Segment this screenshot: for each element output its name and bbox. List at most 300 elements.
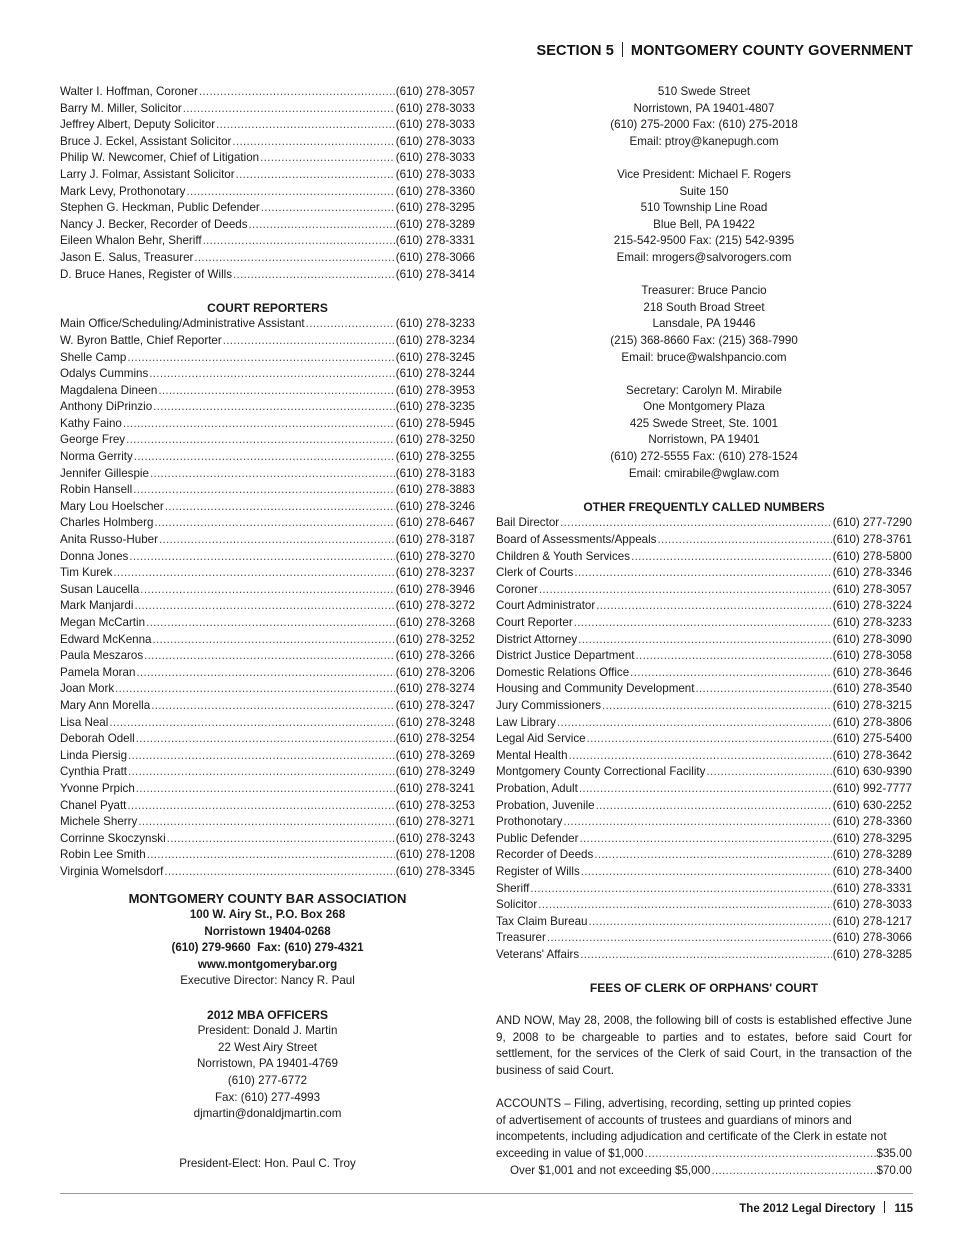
reporter-row-value: (610) 278-3246 (395, 499, 475, 513)
dot-leader (150, 466, 395, 483)
dot-leader (128, 764, 395, 781)
reporter-row-value: (610) 278-3233 (395, 317, 475, 331)
reporter-row-label: Cynthia Pratt (60, 765, 128, 779)
number-row-value: (610) 278-3360 (832, 815, 912, 829)
reporter-row (60, 499, 475, 516)
reporter-row-label: Virginia Womelsdorf (60, 864, 164, 878)
dot-leader (557, 715, 832, 732)
secretary-line: One Montgomery Plaza (643, 400, 765, 414)
section-label: SECTION 5 (536, 43, 614, 59)
number-row-label: Clerk of Courts (496, 566, 574, 580)
dot-leader (127, 798, 394, 815)
accounts-line: incompetents, including adjudication and certificate of the Clerk in estate not (496, 1130, 887, 1144)
page-header (536, 42, 913, 59)
bar-phones: (610) 279-9660 Fax: (610) 279-4321 (171, 941, 364, 955)
court-reporters-list (60, 316, 475, 880)
bar-association-title: MONTGOMERY COUNTY BAR ASSOCIATION (128, 890, 407, 906)
official-row-value: (610) 278-3057 (395, 85, 475, 98)
dot-leader (306, 316, 395, 333)
court-reporters-heading: COURT REPORTERS (207, 300, 328, 315)
dot-leader (203, 233, 395, 250)
reporter-row (60, 615, 475, 632)
official-row (60, 217, 475, 234)
dot-leader (636, 648, 832, 665)
reporter-row-value: (610) 278-3187 (395, 533, 475, 547)
number-row-label: Tax Claim Bureau (496, 914, 588, 928)
dot-leader (186, 184, 394, 201)
secretary-line: 425 Swede Street, Ste. 1001 (629, 416, 779, 430)
reporter-row (60, 831, 475, 848)
other-numbers-list (496, 515, 912, 963)
fee-rows (496, 1146, 912, 1179)
reporter-row-value: (610) 278-3883 (395, 483, 475, 497)
number-row (496, 814, 912, 831)
number-row (496, 598, 912, 615)
reporter-row-label: Lisa Neal (60, 715, 109, 729)
number-row-value: (610) 278-3224 (832, 599, 912, 613)
dot-leader (574, 565, 831, 582)
number-row (496, 549, 912, 566)
number-row (496, 947, 912, 964)
dot-leader (146, 615, 395, 632)
number-row-label: Public Defender (496, 831, 579, 845)
bar-address-2: Norristown 19404-0268 (204, 924, 331, 938)
reporter-row (60, 798, 475, 815)
number-row (496, 648, 912, 665)
reporter-row (60, 350, 475, 367)
number-row-label: Probation, Adult (496, 781, 578, 795)
official-row-label: Eileen Whalon Behr, Sheriff (60, 234, 202, 248)
reporter-row-label: Linda Piersig (60, 748, 128, 762)
reporter-row-value: (610) 278-3266 (395, 649, 475, 663)
fee-row-value: $35.00 (876, 1147, 912, 1160)
official-row (60, 167, 475, 184)
number-row-value: (610) 278-3646 (832, 665, 912, 679)
number-row (496, 731, 912, 748)
accounts-line: of advertisement of accounts of trustees and guardians of minors and (496, 1113, 852, 1127)
reporter-row-value: (610) 278-3345 (395, 864, 475, 878)
reporter-row (60, 549, 475, 566)
reporter-row-label: Joan Mork (60, 682, 115, 696)
dot-leader (153, 632, 395, 649)
accounts-text (496, 1096, 912, 1146)
reporter-row-label: George Frey (60, 433, 126, 447)
number-row-label: Probation, Juvenile (496, 798, 595, 812)
number-row (496, 881, 912, 898)
official-row-value: (610) 278-3033 (395, 151, 475, 165)
official-row-label: Jason E. Salus, Treasurer (60, 250, 194, 264)
reporter-row-value: (610) 278-3234 (395, 333, 475, 347)
reporter-row-value: (610) 278-3272 (395, 599, 475, 613)
number-row (496, 715, 912, 732)
right-column (496, 84, 912, 1179)
president-line: 22 West Airy Street (217, 1040, 318, 1054)
reporter-row (60, 466, 475, 483)
number-row-value: (610) 278-3033 (832, 898, 912, 912)
reporter-row-label: W. Byron Battle, Chief Reporter (60, 333, 222, 347)
number-row (496, 532, 912, 549)
reporter-row-label: Corrinne Skoczynski (60, 831, 166, 845)
vice-president-line: Email: mrogers@salvorogers.com (616, 250, 792, 264)
number-row (496, 515, 912, 532)
reporter-row-value: (610) 278-3249 (395, 765, 475, 779)
dot-leader (126, 432, 395, 449)
number-row-value: (610) 278-5800 (832, 549, 912, 563)
treasurer-block (496, 283, 912, 366)
official-row-value: (610) 278-3066 (395, 250, 475, 264)
dot-leader (154, 515, 394, 532)
dot-leader (164, 864, 394, 881)
dot-leader (147, 847, 395, 864)
reporter-row-label: Mary Ann Morella (60, 698, 151, 712)
fee-row (496, 1146, 912, 1163)
dot-leader (123, 416, 395, 433)
reporter-row (60, 432, 475, 449)
reporter-row (60, 748, 475, 765)
dot-leader (151, 698, 394, 715)
reporter-row-value: (610) 278-3268 (395, 616, 475, 629)
number-row-label: Domestic Relations Office (496, 665, 630, 679)
official-row-value: (610) 278-3033 (395, 101, 475, 115)
bar-director: Executive Director: Nancy R. Paul (180, 974, 355, 988)
number-row-value: (610) 278-3058 (832, 649, 912, 663)
reporter-row (60, 366, 475, 383)
dot-leader (695, 681, 831, 698)
dot-leader (594, 847, 831, 864)
number-row (496, 565, 912, 582)
reporter-row-label: Michele Sherry (60, 815, 138, 829)
dot-leader (530, 881, 831, 898)
bar-association (60, 891, 475, 1173)
reporter-row-value: (610) 278-3254 (395, 732, 475, 746)
footer-rule (60, 1193, 913, 1194)
dot-leader (113, 565, 394, 582)
reporter-row (60, 565, 475, 582)
official-row (60, 200, 475, 217)
number-row (496, 914, 912, 931)
reporter-row-label: Pamela Moran (60, 665, 136, 679)
number-row-value: (610) 278-1217 (832, 914, 912, 928)
president-line: djmartin@donaldjmartin.com (193, 1107, 342, 1121)
reporter-row-label: Kathy Faino (60, 416, 122, 430)
number-row-label: Court Administrator (496, 599, 596, 613)
dot-leader (159, 532, 395, 549)
number-row-value: (610) 278-3233 (832, 616, 912, 629)
reporter-row-label: Anita Russo-Huber (60, 533, 158, 547)
reporter-row-label: Paula Meszaros (60, 649, 144, 663)
number-row-value: (610) 278-3215 (832, 698, 912, 712)
footer-divider (884, 1201, 885, 1213)
fee-row-value: $70.00 (876, 1163, 912, 1177)
reporter-row-value: (610) 278-3247 (395, 698, 475, 712)
official-row (60, 233, 475, 250)
number-row-label: Veterans' Affairs (496, 947, 580, 961)
dot-leader (136, 665, 394, 682)
officials-list (60, 84, 475, 283)
reporter-row (60, 333, 475, 350)
reporter-row (60, 665, 475, 682)
reporter-row-value: (610) 278-3206 (395, 665, 475, 679)
dot-leader (602, 698, 832, 715)
president-line: (610) 277-6772 (227, 1074, 308, 1088)
fee-row (496, 1163, 912, 1180)
reporter-row (60, 316, 475, 333)
official-row-value: (610) 278-3033 (395, 134, 475, 148)
mba-officers-heading: 2012 MBA OFFICERS (207, 1007, 328, 1022)
reporter-row-label: Donna Jones (60, 549, 129, 563)
number-row-value: (610) 278-3057 (832, 582, 912, 596)
number-row-label: Board of Assessments/Appeals (496, 533, 657, 547)
number-row-value: (610) 278-3066 (832, 931, 912, 945)
number-row (496, 864, 912, 881)
fee-row-label: exceeding in value of $1,000 (496, 1147, 644, 1160)
vice-president-line: Blue Bell, PA 19422 (653, 217, 755, 231)
number-row (496, 748, 912, 765)
dot-leader (569, 748, 832, 765)
official-row (60, 250, 475, 267)
official-row (60, 117, 475, 134)
dot-leader (631, 549, 832, 566)
treasurer-line: Lansdale, PA 19446 (652, 317, 756, 331)
number-row-label: Legal Aid Service (496, 732, 586, 746)
reporter-row-label: Magdalena Dineen (60, 383, 158, 397)
secretary-line: (610) 272-5555 Fax: (610) 278-1524 (610, 450, 798, 464)
number-row (496, 632, 912, 649)
reporter-row (60, 681, 475, 698)
bar-website: www.montgomerybar.org (197, 957, 338, 971)
number-row-label: Mental Health (496, 748, 568, 762)
number-row (496, 831, 912, 848)
dot-leader (579, 781, 832, 798)
official-row-label: Philip W. Newcomer, Chief of Litigation (60, 151, 260, 165)
reporter-row-label: Chanel Pyatt (60, 798, 127, 812)
reporter-row-value: (610) 278-3244 (395, 367, 475, 381)
dot-leader (560, 515, 832, 532)
dot-leader (596, 598, 831, 615)
dot-leader (128, 748, 395, 765)
reporter-row-label: Robin Hansell (60, 483, 133, 497)
number-row-label: District Attorney (496, 632, 578, 646)
reporter-row-value: (610) 278-3241 (395, 781, 475, 795)
dot-leader (194, 250, 394, 267)
dot-leader (134, 449, 395, 466)
dot-leader (580, 947, 831, 964)
number-row (496, 930, 912, 947)
number-row-value: (610) 278-3346 (832, 566, 912, 580)
dot-leader (109, 715, 394, 732)
number-row (496, 615, 912, 632)
president-elect-line: 510 Swede Street (657, 85, 751, 98)
dot-leader (233, 267, 395, 284)
number-row (496, 582, 912, 599)
dot-leader (563, 814, 831, 831)
official-row-label: Walter I. Hoffman, Coroner (60, 85, 198, 98)
reporter-row (60, 399, 475, 416)
left-column (60, 84, 475, 1173)
official-row-label: Mark Levy, Prothonotary (60, 184, 186, 198)
official-row-value: (610) 278-3331 (395, 234, 475, 248)
dot-leader (158, 383, 394, 400)
treasurer-line: Email: bruce@walshpancio.com (621, 350, 787, 364)
reporter-row-label: Susan Laucella (60, 582, 140, 596)
number-row-value: (610) 275-5400 (832, 732, 912, 746)
number-row-label: Register of Wills (496, 864, 580, 878)
dot-leader (140, 582, 394, 599)
reporter-row-value: (610) 278-3253 (395, 798, 475, 812)
reporter-row-label: Main Office/Scheduling/Administrative Assistant (60, 317, 305, 331)
number-row-label: Jury Commissioners (496, 698, 602, 712)
secretary-line: Email: cmirabile@wglaw.com (628, 466, 780, 480)
vice-president-block (496, 167, 912, 267)
reporter-row-value: (610) 278-3243 (395, 831, 475, 845)
number-row-value: (610) 278-3761 (832, 533, 912, 547)
secretary-line: Norristown, PA 19401 (648, 433, 760, 447)
number-row (496, 847, 912, 864)
treasurer-line: (215) 368-8660 Fax: (215) 368-7990 (610, 333, 798, 347)
number-row-label: Recorder of Deeds (496, 848, 594, 862)
reporter-row-label: Norma Gerrity (60, 450, 133, 464)
dot-leader (236, 167, 395, 184)
reporter-row (60, 482, 475, 499)
official-row (60, 101, 475, 118)
official-row (60, 84, 475, 101)
dot-leader (578, 632, 832, 649)
official-row-value: (610) 278-3289 (395, 217, 475, 231)
reporter-row (60, 598, 475, 615)
number-row-value: (610) 630-9390 (832, 765, 912, 779)
header-divider (622, 42, 623, 57)
footer-title: The 2012 Legal Directory (739, 1203, 876, 1215)
dot-leader (144, 648, 395, 665)
reporter-row (60, 731, 475, 748)
president-elect-line: Email: ptroy@kanepugh.com (629, 134, 779, 148)
number-row-value: (610) 278-3540 (832, 682, 912, 696)
dot-leader (153, 399, 395, 416)
treasurer-line: 218 South Broad Street (643, 300, 765, 314)
dot-leader (261, 200, 395, 217)
dot-leader (706, 764, 831, 781)
reporter-row-value: (610) 278-3250 (395, 433, 475, 447)
number-row-value: (610) 278-3289 (832, 848, 912, 862)
reporter-row-value: (610) 278-3269 (395, 748, 475, 762)
number-row-label: Housing and Community Development (496, 682, 695, 696)
dot-leader (630, 665, 832, 682)
number-row-value: (610) 630-2252 (832, 798, 912, 812)
fees-paragraph: AND NOW, May 28, 2008, the following bill of costs is established effective June 9, 2008 to be chargeable to parties and to estates, before said Court for settlement, for the services of the Clerk of said Court, in the transaction of the business of said Court. (496, 1014, 912, 1078)
dot-leader (711, 1163, 875, 1180)
reporter-row-label: Mary Lou Hoelscher (60, 499, 164, 513)
other-numbers-heading: OTHER FREQUENTLY CALLED NUMBERS (583, 499, 825, 514)
reporter-row (60, 383, 475, 400)
official-row-value: (610) 278-3033 (395, 118, 475, 132)
reporter-row (60, 632, 475, 649)
number-row (496, 681, 912, 698)
dot-leader (149, 366, 394, 383)
president-elect-line: Norristown, PA 19401-4807 (633, 101, 775, 115)
reporter-row-label: Tim Kurek (60, 566, 113, 580)
dot-leader (136, 781, 395, 798)
number-row (496, 764, 912, 781)
secretary-block (496, 383, 912, 483)
number-row-value: (610) 278-3400 (832, 864, 912, 878)
reporter-row (60, 781, 475, 798)
number-row-label: Prothonotary (496, 815, 563, 829)
president-elect-line: (610) 275-2000 Fax: (610) 275-2018 (610, 118, 798, 132)
number-row-label: Treasurer (496, 931, 546, 945)
number-row (496, 665, 912, 682)
dot-leader (580, 831, 832, 848)
number-row (496, 698, 912, 715)
reporter-row-value: (610) 278-3946 (395, 582, 475, 596)
dot-leader (232, 134, 394, 151)
reporter-row (60, 698, 475, 715)
reporter-row (60, 515, 475, 532)
reporter-row (60, 847, 475, 864)
secretary-line: Secretary: Carolyn M. Mirabile (626, 383, 782, 397)
number-row-value: (610) 278-3285 (832, 947, 912, 961)
president-block (60, 1023, 475, 1123)
number-row-value: (610) 277-7290 (832, 516, 912, 530)
official-row-value: (610) 278-3295 (395, 201, 475, 215)
section-title: MONTGOMERY COUNTY GOVERNMENT (630, 43, 913, 59)
number-row-label: District Justice Department (496, 649, 635, 663)
dot-leader (589, 914, 832, 931)
official-row-label: Jeffrey Albert, Deputy Solicitor (60, 118, 216, 132)
dot-leader (138, 814, 394, 831)
vice-president-line: Suite 150 (679, 184, 729, 198)
official-row-value: (610) 278-3414 (395, 267, 475, 281)
dot-leader (199, 84, 395, 101)
official-row-value: (610) 278-3360 (395, 184, 475, 198)
official-row (60, 267, 475, 284)
dot-leader (216, 117, 395, 134)
number-row-label: Montgomery County Correctional Facility (496, 765, 706, 779)
number-row-value: (610) 278-3331 (832, 881, 912, 895)
dot-leader (127, 350, 394, 367)
official-row (60, 134, 475, 151)
dot-leader (134, 598, 394, 615)
reporter-row-label: Deborah Odell (60, 732, 135, 746)
reporter-row-label: Robin Lee Smith (60, 848, 146, 862)
reporter-row-value: (610) 278-3252 (395, 632, 475, 646)
reporter-row-value: (610) 278-3274 (395, 682, 475, 696)
official-row (60, 184, 475, 201)
official-row-label: Bruce J. Eckel, Assistant Solicitor (60, 134, 232, 148)
reporter-row-value: (610) 278-3953 (395, 383, 475, 397)
number-row-label: Court Reporter (496, 616, 573, 629)
president-line: Fax: (610) 277-4993 (214, 1090, 321, 1104)
vice-president-line: 215-542-9500 Fax: (215) 542-9395 (613, 234, 795, 248)
fees-heading: FEES OF CLERK OF ORPHANS' COURT (589, 981, 819, 996)
reporter-row (60, 864, 475, 881)
number-row-value: (610) 278-3806 (832, 715, 912, 729)
president-elect-address (496, 84, 912, 150)
reporter-row (60, 532, 475, 549)
dot-leader (581, 864, 832, 881)
reporter-row-label: Odalys Cummins (60, 367, 149, 381)
dot-leader (260, 150, 395, 167)
reporter-row (60, 814, 475, 831)
official-row (60, 150, 475, 167)
dot-leader (223, 333, 395, 350)
dot-leader (596, 798, 832, 815)
official-row-label: Stephen G. Heckman, Public Defender (60, 201, 260, 215)
president-elect: President-Elect: Hon. Paul C. Troy (179, 1157, 356, 1170)
dot-leader (547, 930, 832, 947)
official-row-label: Barry M. Miller, Solicitor (60, 101, 182, 115)
reporter-row-value: (610) 278-3237 (395, 566, 475, 580)
reporter-row (60, 764, 475, 781)
